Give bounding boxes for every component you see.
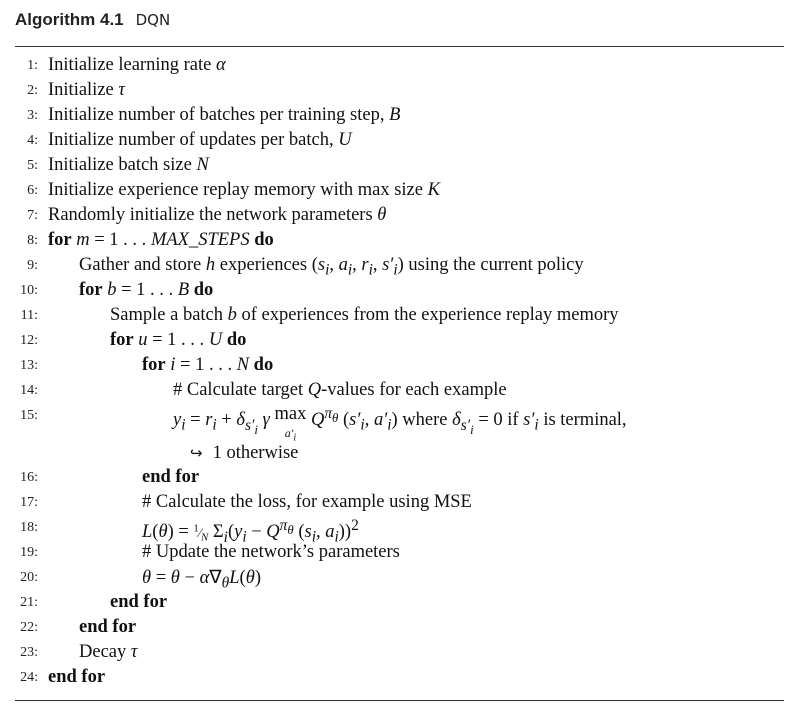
line-number: 6: xyxy=(27,183,38,198)
algorithm-line-3: 3: Initialize number of batches per training step, B xyxy=(0,105,790,130)
algorithm-label: Algorithm 4.1 xyxy=(15,10,124,29)
algorithm-line-22: 22: end for xyxy=(0,617,790,642)
line-number: 5: xyxy=(27,158,38,173)
line-number: 13: xyxy=(20,358,38,373)
algorithm-line-15-continuation: ↪ 1 otherwise xyxy=(190,443,299,463)
algorithm-title xyxy=(15,10,170,34)
algorithm-line-21: 21: end for xyxy=(0,592,790,617)
line-number: 11: xyxy=(20,308,38,323)
line-number: 20: xyxy=(20,570,38,585)
algorithm-line-7: 7: Randomly initialize the network parameters θ xyxy=(0,205,790,230)
line-number: 14: xyxy=(20,383,38,398)
algorithm-line-1: 1: Initialize learning rate α xyxy=(0,55,790,80)
line-number: 1: xyxy=(27,58,38,73)
line-number: 19: xyxy=(20,545,38,560)
line-number: 23: xyxy=(20,645,38,660)
algorithm-line-20: 20: $\theta = \theta - \alpha\nabla_\theta L(\theta)$ xyxy=(0,567,790,592)
top-rule xyxy=(15,46,784,47)
line-number: 21: xyxy=(20,595,38,610)
algorithm-line-14: 14: # Calculate target Q-values for each example xyxy=(0,380,790,405)
line-number: 17: xyxy=(20,495,38,510)
algorithm-line-8: 8: for m = 1 . . . MAX_STEPS do xyxy=(0,230,790,255)
algorithm-line-15: 15: $y_i = r_i + \delta_{s'_i}$ γ max $a'_i$ $Q^{\pi_\theta}$ ($s'_i$, $a'_i$) where $\delta_{s'_i} = 0$ if $s'_i$ is terminal, xyxy=(0,405,790,445)
algorithm-line-12: 12: for u = 1 . . . U do xyxy=(0,330,790,355)
line-number: 10: xyxy=(20,283,38,298)
algorithm-name: DQN xyxy=(135,11,171,29)
line-number: 4: xyxy=(27,133,38,148)
algorithm-line-10: 10: for b = 1 . . . B do xyxy=(0,280,790,305)
algorithm-line-9: 9: Gather and store h experiences ($s_i$, $a_i$, $r_i$, $s'_i$) using the current policy xyxy=(0,255,790,280)
line-number: 22: xyxy=(20,620,38,635)
line-number: 16: xyxy=(20,470,38,485)
line-number: 8: xyxy=(27,233,38,248)
line-number: 24: xyxy=(20,670,38,685)
algorithm-line-13: 13: for i = 1 . . . N do xyxy=(0,355,790,380)
algorithm-line-11: 11: Sample a batch b of experiences from the experience replay memory xyxy=(0,305,790,330)
line-number: 2: xyxy=(27,83,38,98)
algorithm-line-16: 16: end for xyxy=(0,467,790,492)
line-number: 3: xyxy=(27,108,38,123)
line-number: 9: xyxy=(27,258,38,273)
line-number: 15: xyxy=(20,408,38,423)
line-number: 7: xyxy=(27,208,38,223)
bottom-rule xyxy=(15,700,784,701)
line-number: 18: xyxy=(20,520,38,535)
algorithm-line-23: 23: Decay τ xyxy=(0,642,790,667)
algorithm-line-19: 19: # Update the network’s parameters xyxy=(0,542,790,567)
algorithm-line-5: 5: Initialize batch size N xyxy=(0,155,790,180)
algorithm-line-4: 4: Initialize number of updates per batch, U xyxy=(0,130,790,155)
continuation-arrow-icon: ↪ xyxy=(190,444,203,462)
algorithm-line-24: 24: end for xyxy=(0,667,790,692)
algorithm-line-2: 2: Initialize τ xyxy=(0,80,790,105)
algorithm-line-6: 6: Initialize experience replay memory with max size K xyxy=(0,180,790,205)
line-number: 12: xyxy=(20,333,38,348)
algorithm-line-18: 18: $L(\theta) = ^1⁄_N$ $\Sigma_i(y_i - Q^{\pi_\theta}$ ($s_i$, $a_i))^2$ xyxy=(0,517,790,542)
algorithm-line-17: 17: # Calculate the loss, for example using MSE xyxy=(0,492,790,517)
